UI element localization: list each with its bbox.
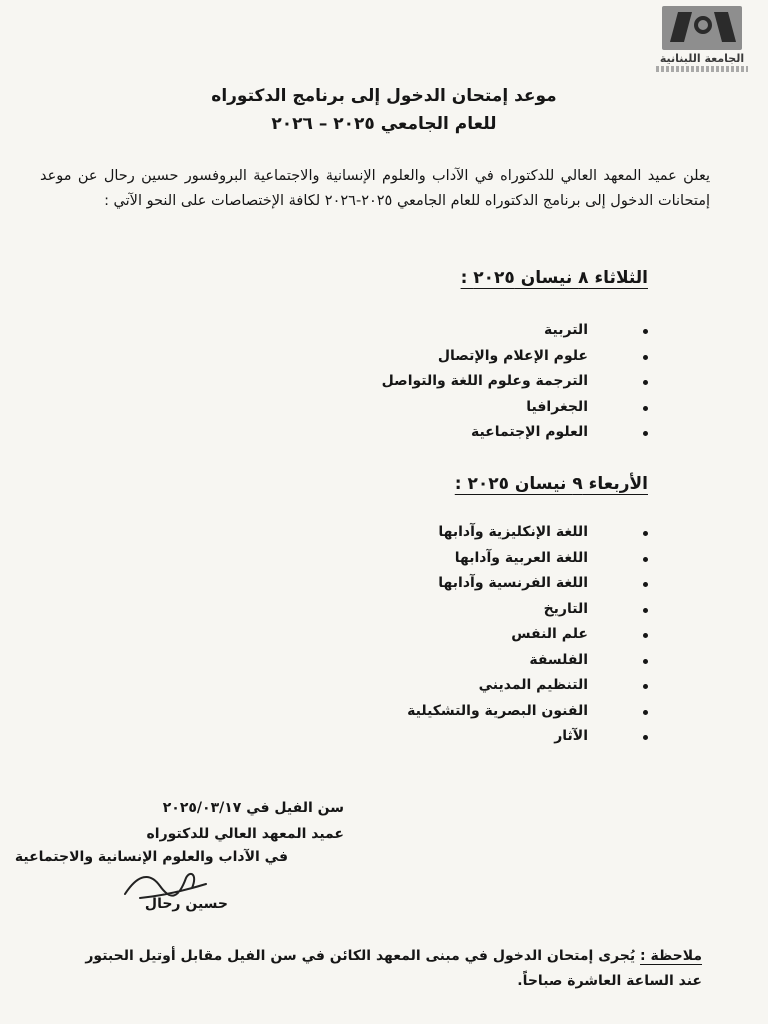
list-item: الفنون البصرية والتشكيلية: [407, 699, 648, 725]
list-item: اللغة الإنكليزية وآدابها: [407, 520, 648, 546]
note-label: ملاحظة :: [640, 948, 702, 964]
list-item: الفلسفة: [407, 648, 648, 674]
list-item: اللغة الفرنسية وآدابها: [407, 571, 648, 597]
signoff-title-line1: عميد المعهد العالي للدكتوراه: [146, 826, 344, 842]
intro-paragraph: يعلن عميد المعهد العالي للدكتوراه في الآداب والعلوم الإنسانية والاجتماعية البروفسور حسين رحال عن موعد إمتحانات الدخول إلى برنامج الدكتوراه للعام الجامعي ٢٠٢٥-٢٠٢٦ لكافة الإختصاصات على النحو الآتي :: [40, 168, 710, 209]
page-title: موعد إمتحان الدخول إلى برنامج الدكتوراه: [211, 86, 557, 106]
list-item: التنظيم المديني: [407, 673, 648, 699]
note-paragraph: [62, 944, 702, 994]
signoff-title-line2: في الآداب والعلوم الإنسانية والاجتماعية: [14, 849, 288, 865]
logo-subtitle-strip: [656, 66, 748, 72]
logo-mark: [662, 6, 742, 50]
day1-heading: الثلاثاء ٨ نيسان ٢٠٢٥ :: [460, 268, 648, 288]
list-item: علوم الإعلام والإتصال: [382, 344, 648, 370]
list-item: الترجمة وعلوم اللغة والتواصل: [382, 369, 648, 395]
logo-name: الجامعة اللبنانية: [659, 52, 745, 65]
list-item: الجغرافيا: [382, 395, 648, 421]
list-item: العلوم الإجتماعية: [382, 420, 648, 446]
university-logo-icon: [656, 6, 748, 76]
day2-list: [407, 520, 648, 750]
note-text: يُجرى إمتحان الدخول في مبنى المعهد الكائن في سن الفيل مقابل أوتيل الحبتور عند الساعة العاشرة صباحاً.: [85, 948, 702, 989]
list-item: اللغة العربية وآدابها: [407, 546, 648, 572]
day1-list: [382, 318, 648, 446]
list-item: الآثار: [407, 724, 648, 750]
list-item: علم النفس: [407, 622, 648, 648]
day2-heading: الأربعاء ٩ نيسان ٢٠٢٥ :: [454, 474, 648, 494]
page-subtitle: للعام الجامعي ٢٠٢٥ – ٢٠٢٦: [271, 114, 497, 134]
list-item: التاريخ: [407, 597, 648, 623]
list-item: التربية: [382, 318, 648, 344]
signoff-name: حسين رحال: [144, 896, 228, 912]
signoff-place-date: سن الفيل في ٢٠٢٥/٠٣/١٧: [162, 800, 344, 816]
